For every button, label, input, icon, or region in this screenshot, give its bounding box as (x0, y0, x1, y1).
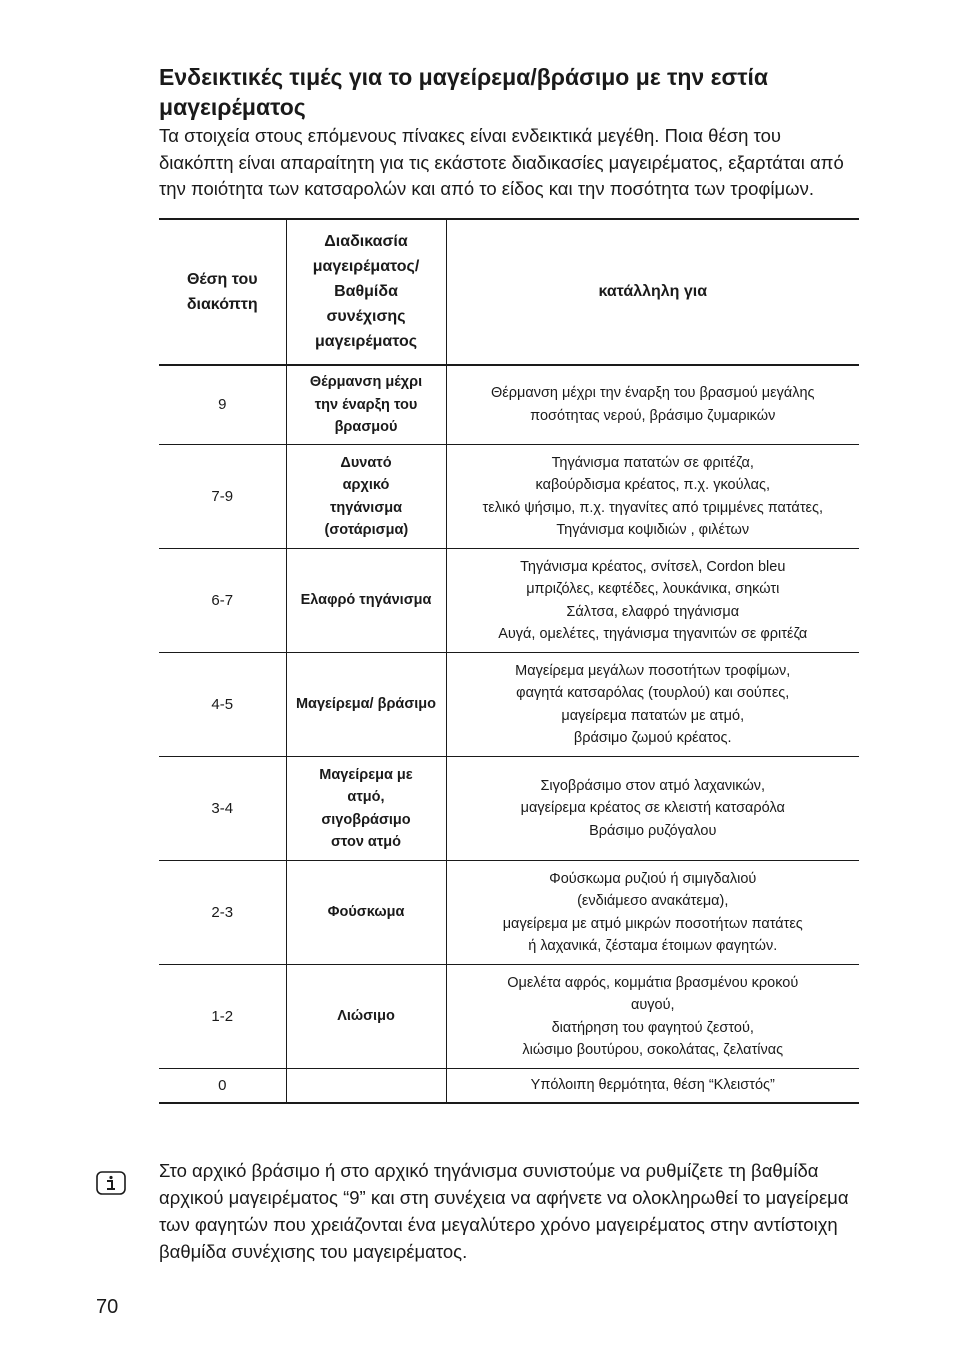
suitable-line: μπριζόλες, κεφτέδες, λουκάνικα, σηκώτι (526, 581, 780, 597)
suitable-line: ή λαχανικά, ζέσταμα έτοιμων φαγητών. (528, 938, 778, 954)
table-row (159, 365, 859, 445)
process-cell: Μαγείρεμα/ βράσιμο (286, 653, 446, 757)
table-body (159, 365, 859, 1103)
suitable-line: καβούρδισμα κρέατος, π.χ. γκούλας, (535, 477, 770, 493)
process-cell: Φούσκωμα (286, 861, 446, 965)
info-icon (96, 1171, 126, 1195)
suitable-line: Αυγά, ομελέτες, τηγάνισμα τηγανιτών σε φριτέζα (498, 626, 808, 642)
suitable-cell (446, 757, 859, 861)
page-number: 70 (96, 1296, 119, 1318)
table-row (159, 549, 859, 653)
suitable-line: φαγητά κατσαρόλας (τουρλού) και σούπες, (516, 685, 790, 701)
suitable-cell (446, 653, 859, 757)
info-note: Στο αρχικό βράσιμο ή στο αρχικό τηγάνισμα συνιστούμε να ρυθμίζετε τη βαθμίδα αρχικού μαγειρέματος “9” και στη συνέχεια να αφήνετε να ολοκληρωθεί το μαγείρεμα των φαγητών που χρειάζονται ένα μεγαλύτερο χρόνο μαγειρέματος στην αντίστοιχη βαθμίδα συνέχισης του μαγειρέματος. (159, 1160, 849, 1262)
setting-cell: 9 (159, 365, 286, 445)
process-cell (286, 1069, 446, 1103)
suitable-line: Τηγάνισμα κρέατος, σνίτσελ, Cordon bleu (520, 558, 786, 575)
suitable-line: ποσότητας νερού, βράσιμο ζυμαρικών (530, 407, 776, 424)
suitable-line: Μαγείρεμα μεγάλων ποσοτήτων τροφίμων, (515, 662, 791, 679)
suitable-line: Σάλτσα, ελαφρό τηγάνισμα (566, 603, 740, 620)
suitable-line: Ομελέτα αφρός, κομμάτια βρασμένου κροκού (507, 974, 799, 991)
suitable-line: Σιγοβράσιμο στον ατμό λαχανικών, (540, 777, 766, 794)
intro-paragraph: Τα στοιχεία στους επόμενους πίνακες είναι ενδεικτικά μεγέθη. Ποια θέση του διακόπτη είναι απαραίτητη για τις εκάστοτε διαδικασίες μαγειρέματος, εξαρτάται από την ποιότητα των κατσαρολών και από το είδος και την ποσότητα των τροφίμων. (159, 125, 844, 199)
header-suitable: κατάλληλη για (446, 219, 859, 365)
table-row (159, 757, 859, 861)
process-cell: Δυνατό αρχικό τηγάνισμα (σοτάρισμα) (286, 445, 446, 549)
page-content (159, 62, 859, 1104)
cooking-settings-table (159, 218, 859, 1104)
suitable-line: μαγείρεμα κρέατος σε κλειστή κατσαρόλα (520, 800, 785, 817)
process-cell: Θέρμανση μέχρι την έναρξη του βρασμού (286, 365, 446, 445)
setting-cell: 3-4 (159, 757, 286, 861)
header-setting: Θέση του διακόπτη (159, 219, 286, 365)
suitable-line: Θέρμανση μέχρι την έναρξη του βρασμού μεγάλης (490, 385, 815, 402)
suitable-line: Τηγάνισμα κοψιδιών , φιλέτων (556, 522, 750, 538)
suitable-cell (446, 445, 859, 549)
suitable-cell (446, 1069, 859, 1103)
page-heading: Ενδεικτικές τιμές για το μαγείρεμα/βράσιμο με την εστία μαγειρέματος (159, 64, 769, 120)
process-cell: Ελαφρό τηγάνισμα (286, 549, 446, 653)
suitable-line: αυγού, (630, 997, 675, 1013)
suitable-line: Βράσιμο ρυζόγαλου (589, 822, 717, 839)
suitable-line: (ενδιάμεσο ανακάτεμα), (577, 893, 729, 909)
setting-cell: 0 (159, 1069, 286, 1103)
table-header-row (159, 219, 859, 365)
setting-cell: 6-7 (159, 549, 286, 653)
suitable-line: βράσιμο ζωμού κρέατος. (573, 730, 732, 746)
suitable-line: τελικό ψήσιμο, π.χ. τηγανίτες από τριμμένες πατάτες, (482, 499, 824, 516)
table-row (159, 861, 859, 965)
suitable-cell (446, 365, 859, 445)
suitable-line: Τηγάνισμα πατατών σε φριτέζα, (551, 454, 754, 471)
setting-cell: 7-9 (159, 445, 286, 549)
setting-cell: 2-3 (159, 861, 286, 965)
header-process: Διαδικασία μαγειρέματος/ Βαθμίδα συνέχισης μαγειρέματος (286, 219, 446, 365)
process-cell: Μαγείρεμα με ατμό, σιγοβράσιμο στον ατμό (286, 757, 446, 861)
setting-cell: 4-5 (159, 653, 286, 757)
suitable-line: Υπόλοιπη θερμότητα, θέση “Κλειστός” (530, 1077, 775, 1093)
suitable-line: μαγείρεμα με ατμό μικρών ποσοτήτων πατάτες (502, 915, 803, 932)
setting-cell: 1-2 (159, 965, 286, 1069)
table-row (159, 445, 859, 549)
suitable-line: μαγείρεμα πατατών με ατμό, (561, 707, 745, 724)
suitable-cell (446, 965, 859, 1069)
suitable-line: λιώσιμο βουτύρου, σοκολάτας, ζελατίνας (522, 1042, 784, 1058)
table-row (159, 965, 859, 1069)
suitable-line: Φούσκωμα ρυζιού ή σιμιγδαλιού (549, 870, 757, 887)
suitable-cell (446, 549, 859, 653)
suitable-line: διατήρηση του φαγητού ζεστού, (551, 1019, 754, 1036)
table-row (159, 1069, 859, 1103)
table-row (159, 653, 859, 757)
suitable-cell (446, 861, 859, 965)
process-cell: Λιώσιμο (286, 965, 446, 1069)
